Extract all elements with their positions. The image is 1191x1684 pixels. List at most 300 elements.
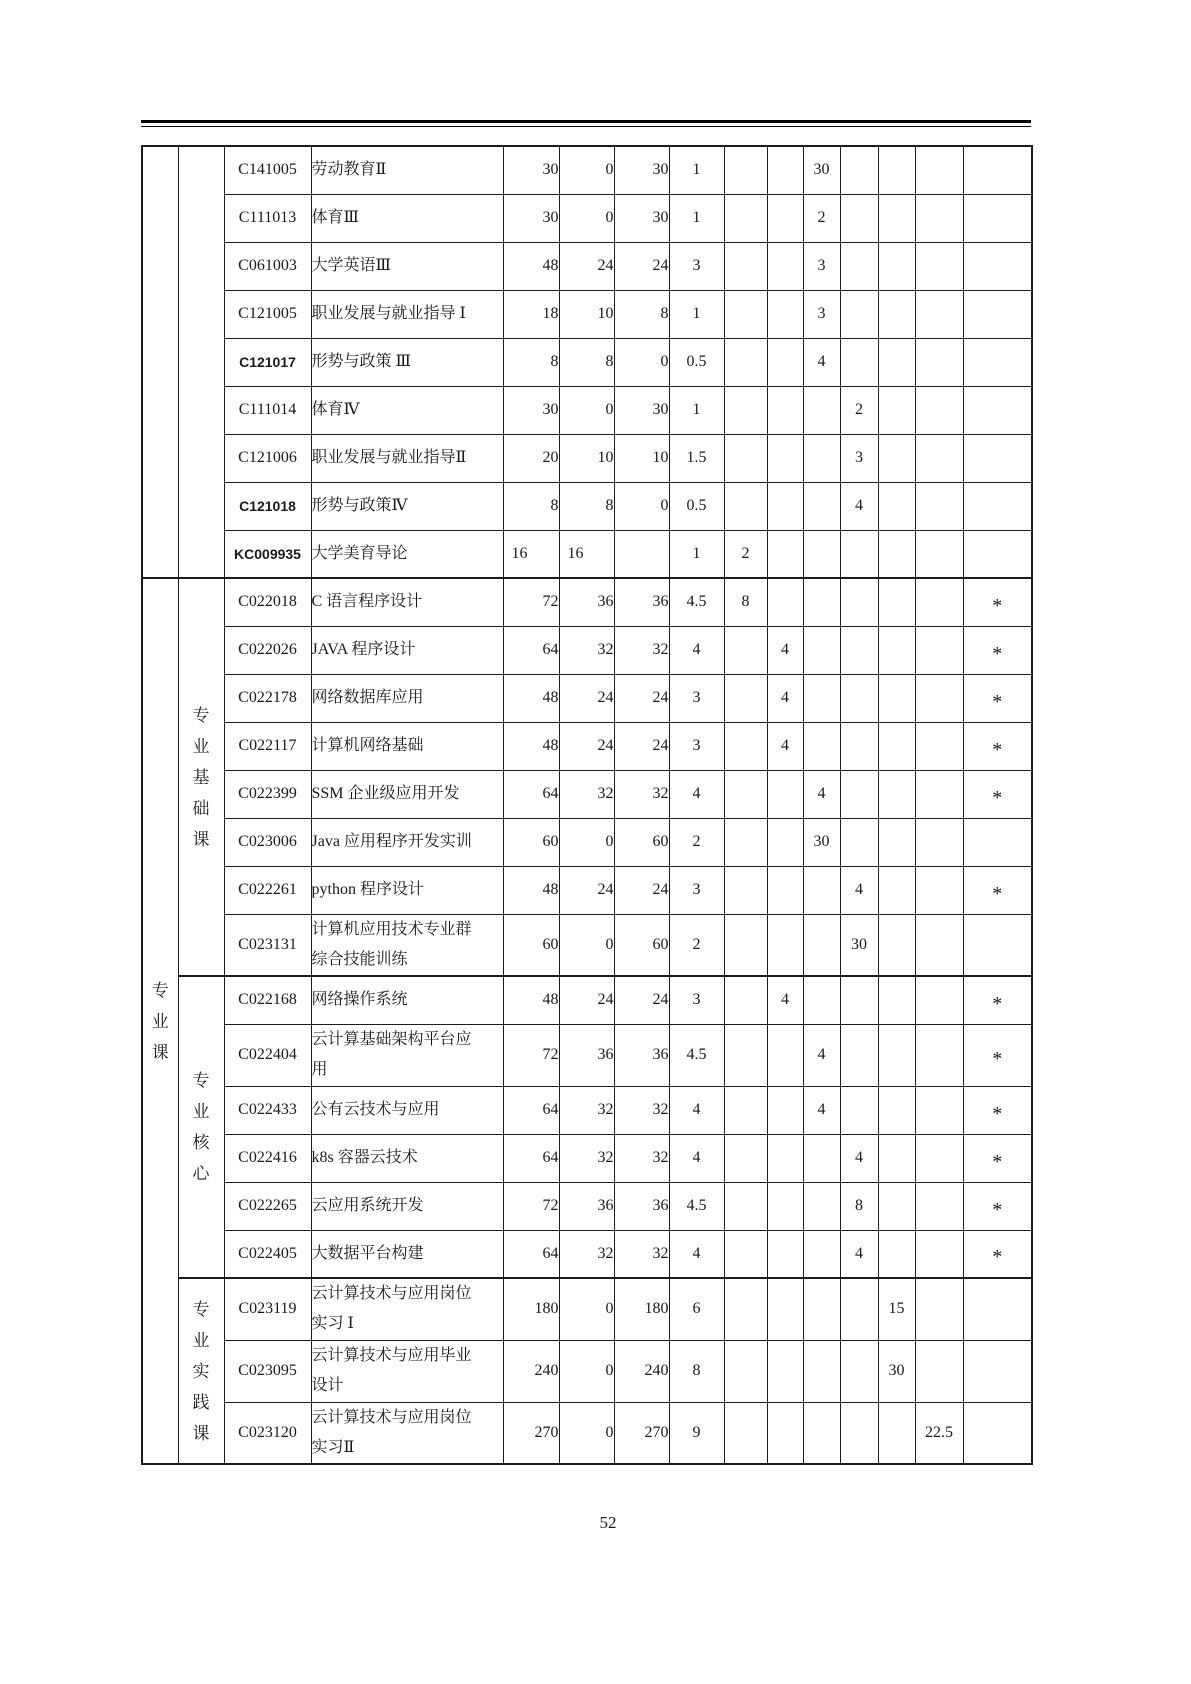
course-code: C022018 [224,578,311,626]
exam-flag [963,1086,1032,1134]
course-name-line: 职业发展与就业指导Ⅱ [311,449,467,466]
course-name [311,1024,503,1086]
semester-2-hours [767,530,803,578]
subcategory-label-char: 专 [192,1071,210,1090]
semester-5-hours [878,674,915,722]
star-mark: * [992,1047,1003,1070]
category-cell [142,578,178,1464]
course-code: C022416 [224,1134,311,1182]
semester-2-hours [767,434,803,482]
semester-2-hours [767,1340,803,1402]
total-hours: 64 [503,626,559,674]
semester-3-hours: 2 [803,194,840,242]
exam-flag [963,434,1032,482]
total-hours: 180 [503,1278,559,1340]
semester-2-hours [767,578,803,626]
semester-3-hours: 3 [803,242,840,290]
practice-hours: 30 [614,386,669,434]
course-code: C023120 [224,1402,311,1464]
semester-6-hours [915,722,963,770]
course-name-line: 云计算技术与应用岗位 [311,1285,472,1303]
semester-3-hours [803,434,840,482]
course-row [142,1086,1032,1134]
curriculum-table [141,145,1033,1465]
semester-1-hours [724,976,767,1024]
practice-hours: 36 [614,1182,669,1230]
semester-2-hours: 4 [767,674,803,722]
semester-6-hours [915,338,963,386]
course-row [142,1278,1032,1340]
exam-flag [963,1182,1032,1230]
star-mark: * [992,690,1003,713]
total-hours: 240 [503,1340,559,1402]
subcategory-cell [178,146,224,578]
course-code: KC009935 [224,530,311,578]
star-mark: * [992,1102,1003,1125]
semester-2-hours [767,770,803,818]
semester-6-hours [915,818,963,866]
credits: 0.5 [669,338,724,386]
semester-3-hours: 30 [803,818,840,866]
course-row [142,914,1032,976]
semester-4-hours: 30 [840,914,878,976]
semester-4-hours: 4 [840,1230,878,1278]
semester-5-hours [878,338,915,386]
course-code: C022265 [224,1182,311,1230]
theory-hours: 0 [559,194,614,242]
semester-5-hours [878,242,915,290]
semester-3-hours [803,626,840,674]
course-name-line: 实习Ⅱ [311,1438,355,1456]
semester-4-hours [840,1024,878,1086]
star-mark: * [992,786,1003,809]
exam-flag [963,818,1032,866]
total-hours: 48 [503,866,559,914]
total-hours: 64 [503,1230,559,1278]
semester-5-hours [878,1230,915,1278]
theory-hours: 32 [559,770,614,818]
course-row [142,242,1032,290]
course-name [311,626,503,674]
course-name [311,1278,503,1340]
course-name-line: 网络操作系统 [311,991,408,1009]
star-mark: * [992,1246,1003,1269]
category-label [143,982,178,1061]
exam-flag [963,578,1032,626]
semester-1-hours [724,1340,767,1402]
course-name [311,770,503,818]
semester-6-hours [915,674,963,722]
course-name-line: k8s 容器云技术 [311,1149,418,1166]
semester-3-hours [803,722,840,770]
exam-flag [963,242,1032,290]
course-code: C022404 [224,1024,311,1086]
total-hours: 60 [503,914,559,976]
course-name-line: JAVA 程序设计 [311,641,416,658]
course-name-line: 云计算技术与应用毕业 [311,1347,472,1364]
semester-6-hours [915,482,963,530]
total-hours: 30 [503,146,559,194]
course-name-line: 云应用系统开发 [311,1197,424,1214]
total-hours: 8 [503,338,559,386]
credits: 1 [669,290,724,338]
semester-3-hours [803,1230,840,1278]
semester-4-hours: 3 [840,434,878,482]
semester-6-hours [915,1134,963,1182]
course-code: C121017 [224,338,311,386]
semester-3-hours [803,866,840,914]
semester-3-hours: 4 [803,338,840,386]
course-name-line: 形势与政策Ⅳ [311,497,408,514]
semester-1-hours [724,1230,767,1278]
course-name [311,290,503,338]
semester-2-hours [767,290,803,338]
credits: 4 [669,1086,724,1134]
credits: 4 [669,1134,724,1182]
practice-hours: 36 [614,1024,669,1086]
course-name-line: 大学英语Ⅲ [311,257,391,274]
total-hours: 18 [503,290,559,338]
semester-6-hours [915,1340,963,1402]
semester-4-hours [840,1402,878,1464]
semester-2-hours [767,1402,803,1464]
subcategory-label-char: 课 [192,829,210,849]
course-name-line: 用 [311,1061,328,1078]
semester-2-hours [767,146,803,194]
semester-1-hours [724,914,767,976]
semester-4-hours [840,722,878,770]
theory-hours: 24 [559,976,614,1024]
semester-4-hours [840,1278,878,1340]
semester-6-hours [915,146,963,194]
course-name [311,434,503,482]
course-row [142,818,1032,866]
semester-3-hours [803,1340,840,1402]
semester-1-hours [724,818,767,866]
course-name-line: 大数据平台构建 [311,1244,424,1262]
semester-1-hours [724,482,767,530]
semester-3-hours [803,578,840,626]
subcategory-label [179,707,224,848]
total-hours: 30 [503,194,559,242]
semester-2-hours [767,866,803,914]
subcategory-cell [178,578,224,976]
course-row [142,194,1032,242]
course-row [142,1230,1032,1278]
semester-4-hours [840,818,878,866]
subcategory-label-char: 专 [192,1299,210,1319]
course-code: C023119 [224,1278,311,1340]
credits: 6 [669,1278,724,1340]
course-code: C111014 [224,386,311,434]
credits: 3 [669,674,724,722]
semester-5-hours: 30 [878,1340,915,1402]
semester-1-hours [724,770,767,818]
course-name [311,530,503,578]
course-name-line: C 语言程序设计 [311,593,423,611]
semester-1-hours [724,242,767,290]
semester-1-hours [724,1134,767,1182]
course-name [311,1402,503,1464]
course-code: C022399 [224,770,311,818]
semester-5-hours [878,290,915,338]
semester-4-hours [840,1340,878,1402]
semester-6-hours [915,1230,963,1278]
practice-hours: 0 [614,338,669,386]
practice-hours: 240 [614,1340,669,1402]
course-row [142,1134,1032,1182]
semester-3-hours: 4 [803,1086,840,1134]
semester-5-hours [878,770,915,818]
semester-2-hours: 4 [767,722,803,770]
semester-2-hours [767,1134,803,1182]
semester-5-hours [878,722,915,770]
total-hours: 72 [503,578,559,626]
practice-hours: 32 [614,1230,669,1278]
semester-2-hours [767,1278,803,1340]
credits: 4 [669,770,724,818]
semester-3-hours [803,914,840,976]
semester-3-hours: 4 [803,1024,840,1086]
course-row [142,578,1032,626]
practice-hours: 24 [614,866,669,914]
semester-5-hours [878,194,915,242]
course-name [311,722,503,770]
credits: 9 [669,1402,724,1464]
exam-flag [963,914,1032,976]
course-code: C023095 [224,1340,311,1402]
semester-2-hours [767,1086,803,1134]
practice-hours: 32 [614,626,669,674]
course-code: C111013 [224,194,311,242]
semester-2-hours [767,914,803,976]
course-row [142,146,1032,194]
practice-hours: 0 [614,482,669,530]
subcategory-cell [178,1278,224,1464]
course-name [311,1182,503,1230]
course-name [311,674,503,722]
semester-1-hours: 8 [724,578,767,626]
semester-3-hours [803,482,840,530]
course-name-line: 云计算技术与应用岗位 [311,1408,472,1426]
semester-2-hours [767,482,803,530]
semester-4-hours: 8 [840,1182,878,1230]
credits: 4 [669,1230,724,1278]
course-name [311,338,503,386]
semester-2-hours: 4 [767,626,803,674]
semester-6-hours [915,914,963,976]
semester-4-hours: 4 [840,482,878,530]
course-row [142,1182,1032,1230]
practice-hours: 270 [614,1402,669,1464]
theory-hours: 36 [559,1024,614,1086]
subcategory-label-char: 实 [192,1361,210,1381]
semester-2-hours [767,1024,803,1086]
practice-hours: 30 [614,146,669,194]
course-row [142,290,1032,338]
semester-6-hours [915,866,963,914]
theory-hours: 0 [559,146,614,194]
credits: 3 [669,976,724,1024]
practice-hours [614,530,669,578]
course-name [311,146,503,194]
course-code: C121006 [224,434,311,482]
semester-4-hours [840,530,878,578]
total-hours: 72 [503,1024,559,1086]
course-code: C061003 [224,242,311,290]
course-name [311,1230,503,1278]
course-name-line: python 程序设计 [311,881,424,898]
practice-hours: 8 [614,290,669,338]
credits: 1 [669,194,724,242]
total-hours: 270 [503,1402,559,1464]
course-name-line: 实习 Ⅰ [311,1315,354,1333]
subcategory-label-char: 业 [192,1102,210,1121]
star-mark: * [992,992,1003,1015]
semester-6-hours [915,434,963,482]
exam-flag [963,1340,1032,1402]
semester-5-hours [878,1182,915,1230]
course-code: C022168 [224,976,311,1024]
theory-hours: 16 [559,530,614,578]
exam-flag [963,1024,1032,1086]
semester-4-hours [840,338,878,386]
semester-1-hours [724,1024,767,1086]
credits: 8 [669,1340,724,1402]
total-hours: 48 [503,976,559,1024]
credits: 4 [669,626,724,674]
course-name [311,1086,503,1134]
exam-flag [963,1230,1032,1278]
total-hours: 60 [503,818,559,866]
total-hours: 64 [503,1134,559,1182]
practice-hours: 24 [614,976,669,1024]
course-name [311,818,503,866]
semester-5-hours [878,626,915,674]
semester-6-hours [915,1182,963,1230]
semester-5-hours [878,530,915,578]
semester-3-hours [803,674,840,722]
semester-4-hours: 2 [840,386,878,434]
theory-hours: 24 [559,866,614,914]
semester-6-hours [915,242,963,290]
total-hours: 64 [503,1086,559,1134]
course-code: C023131 [224,914,311,976]
page-number: 52 [599,1513,617,1532]
course-name-line: 计算机网络基础 [311,737,424,754]
course-code: C022026 [224,626,311,674]
theory-hours: 36 [559,578,614,626]
subcategory-label [179,1301,224,1442]
practice-hours: 32 [614,1134,669,1182]
semester-5-hours [878,1024,915,1086]
subcategory-label-char: 核 [192,1133,210,1152]
course-row [142,866,1032,914]
semester-5-hours [878,976,915,1024]
subcategory-label-char: 业 [192,1330,210,1350]
exam-flag [963,146,1032,194]
practice-hours: 24 [614,722,669,770]
course-name-line: 劳动教育Ⅱ [311,161,387,179]
course-name-line: SSM 企业级应用开发 [311,785,460,802]
semester-5-hours [878,1134,915,1182]
course-name-line: 大学美育导论 [311,544,408,562]
header-rule [141,120,1031,127]
category-cell [142,146,178,578]
semester-3-hours [803,976,840,1024]
exam-flag [963,1402,1032,1464]
semester-3-hours [803,530,840,578]
total-hours: 48 [503,242,559,290]
exam-flag [963,1134,1032,1182]
semester-4-hours: 4 [840,1134,878,1182]
course-code: C022433 [224,1086,311,1134]
practice-hours: 30 [614,194,669,242]
subcategory-label-char: 专 [192,705,210,725]
semester-4-hours [840,674,878,722]
semester-1-hours [724,1182,767,1230]
course-name [311,976,503,1024]
credits: 1 [669,530,724,578]
subcategory-label [179,1072,224,1182]
semester-3-hours [803,1134,840,1182]
credits: 3 [669,722,724,770]
course-name-line: 职业发展与就业指导 Ⅰ [311,305,466,322]
course-code: C121018 [224,482,311,530]
course-code: C022178 [224,674,311,722]
course-name [311,194,503,242]
theory-hours: 24 [559,674,614,722]
course-code: C022261 [224,866,311,914]
semester-2-hours [767,338,803,386]
total-hours: 16 [503,530,559,578]
credits: 4.5 [669,1182,724,1230]
exam-flag [963,530,1032,578]
semester-3-hours [803,1402,840,1464]
semester-4-hours [840,626,878,674]
course-row [142,770,1032,818]
theory-hours: 24 [559,242,614,290]
theory-hours: 0 [559,914,614,976]
exam-flag [963,1278,1032,1340]
semester-5-hours [878,1402,915,1464]
theory-hours: 8 [559,338,614,386]
course-name [311,386,503,434]
category-label-char: 课 [151,1042,169,1062]
semester-1-hours: 2 [724,530,767,578]
semester-6-hours [915,386,963,434]
semester-5-hours [878,914,915,976]
category-label-char: 专 [151,980,169,1000]
practice-hours: 36 [614,578,669,626]
semester-1-hours [724,722,767,770]
subcategory-label-char: 础 [192,798,210,818]
course-code: C121005 [224,290,311,338]
total-hours: 20 [503,434,559,482]
practice-hours: 60 [614,914,669,976]
semester-2-hours [767,1230,803,1278]
exam-flag [963,976,1032,1024]
practice-hours: 32 [614,770,669,818]
course-name [311,1340,503,1402]
course-row [142,1024,1032,1086]
course-row [142,722,1032,770]
course-row [142,530,1032,578]
semester-6-hours [915,530,963,578]
credits: 4.5 [669,578,724,626]
practice-hours: 24 [614,674,669,722]
course-row [142,976,1032,1024]
